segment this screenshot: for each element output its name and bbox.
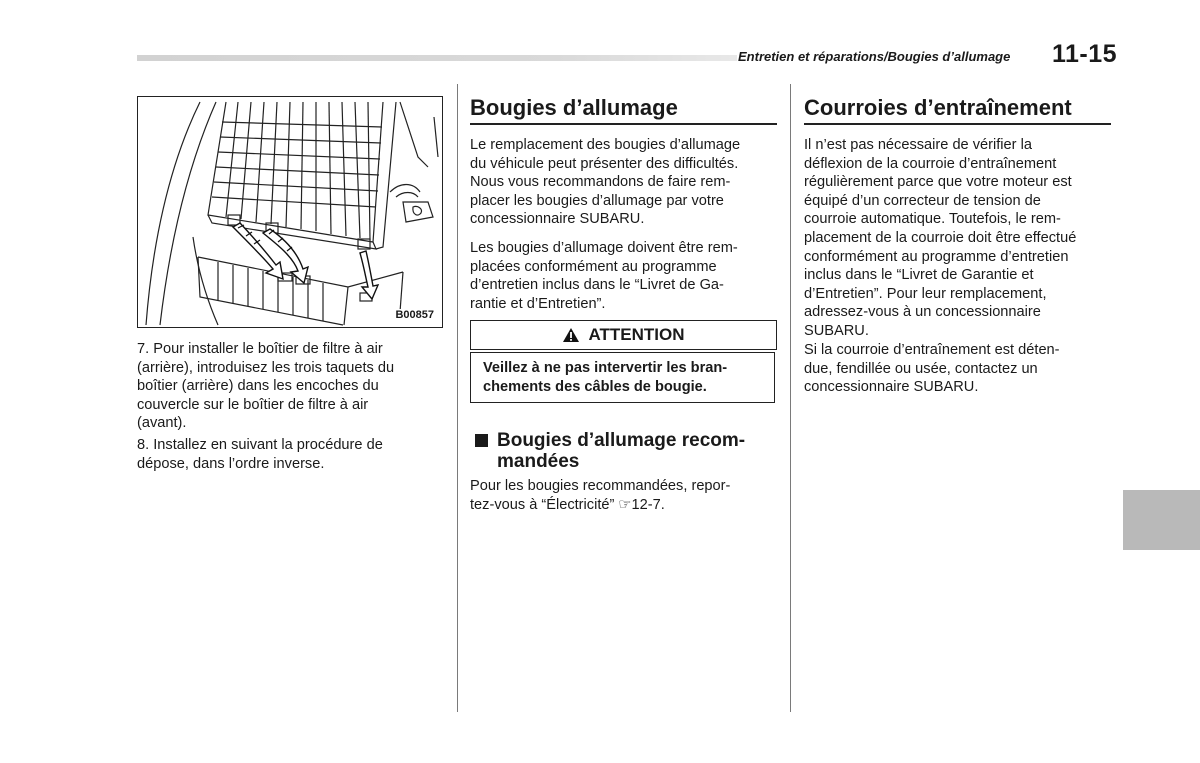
step-7-line: (arrière), introduisez les trois taquets du <box>137 359 395 376</box>
step-7-line: boîtier (arrière) dans les encoches du <box>137 378 379 395</box>
text-line: Les bougies d’allumage doivent être rem- <box>470 240 738 256</box>
column-divider-right <box>790 84 791 712</box>
heading-underline <box>804 123 1111 125</box>
drive-belts-paragraph-1 <box>804 136 1111 341</box>
text-line: rantie et d’Entretien”. <box>470 295 606 312</box>
attention-line: chements des câbles de bougie. <box>483 378 707 395</box>
heading-spark-plugs: Bougies d’allumage <box>470 95 678 120</box>
text-line: Il n’est pas nécessaire de vérifier la <box>804 137 1032 153</box>
attention-title: ATTENTION <box>588 325 685 344</box>
text-line: adressez-vous à un concessionnaire <box>804 304 1041 321</box>
reference-link[interactable]: tez-vous à “Électricité” ☞12-7. <box>470 496 665 513</box>
header-bar <box>137 55 737 61</box>
text-line: courroie automatique. Toutefois, le rem- <box>804 211 1061 228</box>
text-line: Nous vous recommandons de faire rem- <box>470 174 731 191</box>
text-line: Pour les bougies recommandées, repor- <box>470 478 731 494</box>
text-line: Si la courroie d’entraînement est déten- <box>804 342 1060 358</box>
recommended-plugs-paragraph <box>470 477 776 514</box>
step-7-line: (avant). <box>137 415 187 432</box>
air-filter-drawing <box>138 97 442 327</box>
subheading-line: Bougies d’allumage recom- <box>497 430 746 451</box>
warning-triangle-icon <box>562 327 580 343</box>
page-number: 11-15 <box>1052 40 1118 68</box>
text-line: concessionnaire SUBARU. <box>804 379 979 396</box>
text-line: équipé d’un correcteur de tension de <box>804 192 1041 209</box>
heading-underline <box>470 123 777 125</box>
section-title: Entretien et réparations/Bougies d’allumage <box>738 49 1011 64</box>
installation-steps <box>137 340 443 473</box>
text-line: placées conformément au programme <box>470 258 717 275</box>
text-line: régulièrement parce que votre moteur est <box>804 174 1072 191</box>
step-7-line: couvercle sur le boîtier de filtre à air <box>137 396 369 413</box>
text-line: SUBARU. <box>804 322 869 339</box>
text-line: placement de la courroie doit être effectué <box>804 229 1077 246</box>
text-line: concessionnaire SUBARU. <box>470 211 645 228</box>
text-line: inclus dans le “Livret de Garantie et <box>804 267 1034 284</box>
attention-message <box>470 352 775 403</box>
text-line: déflexion de la courroie d’entraînement <box>804 155 1057 172</box>
text-line: conformément au programme d’entretien <box>804 248 1069 265</box>
text-line: d’Entretien”. Pour leur remplacement, <box>804 285 1047 302</box>
step-7-line: 7. Pour installer le boîtier de filtre à air <box>137 341 383 357</box>
figure-code: B00857 <box>395 309 434 321</box>
heading-drive-belts: Courroies d’entraînement <box>804 95 1072 120</box>
column-divider-left <box>457 84 458 712</box>
text-line: d’entretien inclus dans le “Livret de Ga- <box>470 277 724 294</box>
text-line: du véhicule peut présenter des difficultés. <box>470 155 739 172</box>
subheading-line: mandées <box>497 451 580 472</box>
air-filter-illustration <box>137 96 443 328</box>
chapter-tab <box>1123 490 1200 550</box>
square-bullet-icon <box>475 434 488 447</box>
step-8-line: 8. Installez en suivant la procédure de <box>137 436 383 453</box>
text-line: placer les bougies d’allumage par votre <box>470 192 724 209</box>
spark-plugs-paragraph-1 <box>470 136 776 229</box>
attention-line: Veillez à ne pas intervertir les bran- <box>483 360 728 376</box>
text-line: Le remplacement des bougies d’allumage <box>470 137 741 153</box>
attention-header <box>470 320 777 350</box>
spark-plugs-paragraph-2 <box>470 239 776 313</box>
step-8-line: dépose, dans l’ordre inverse. <box>137 455 325 472</box>
text-line: due, fendillée ou usée, contactez un <box>804 360 1038 377</box>
drive-belts-paragraph-2 <box>804 341 1111 397</box>
